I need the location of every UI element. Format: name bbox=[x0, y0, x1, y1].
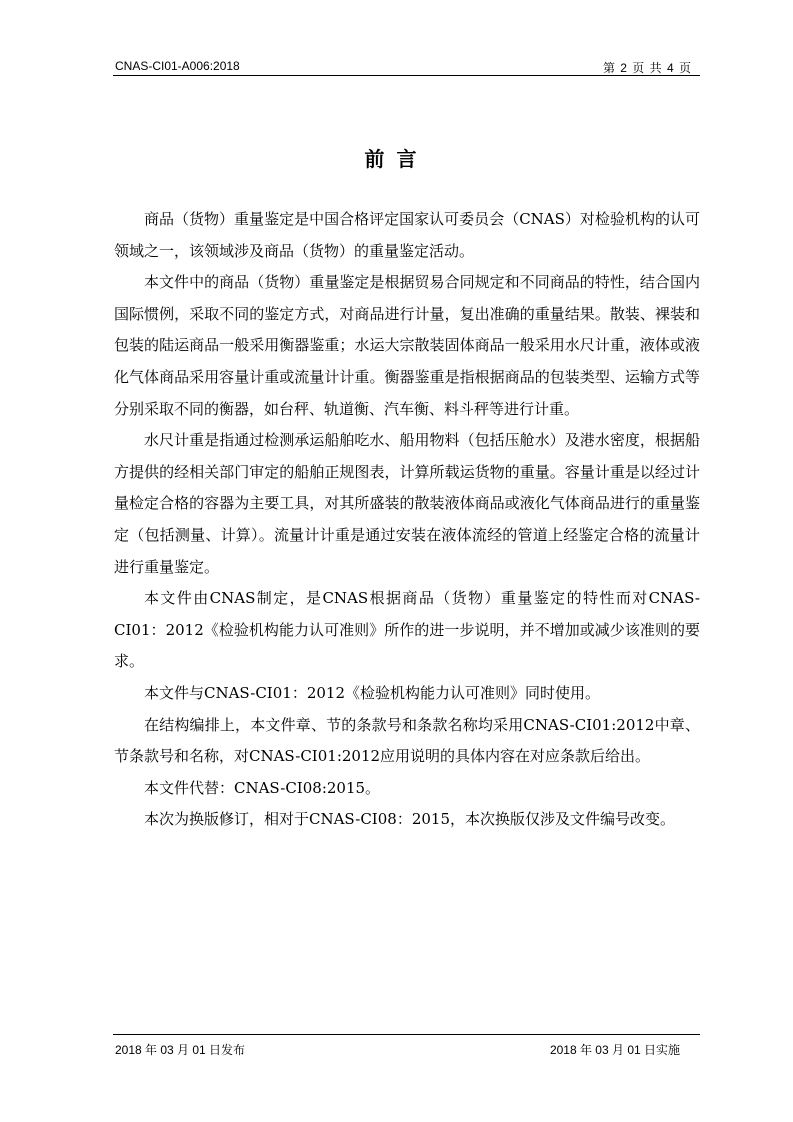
section-title: 前言 bbox=[364, 147, 429, 171]
page-number: 第 2 页 共 4 页 bbox=[602, 61, 692, 75]
paragraph: 本文件与CNAS-CI01：2012《检验机构能力认可准则》同时使用。 bbox=[144, 683, 600, 702]
publish-date: 2018 年 03 月 01 日发布 bbox=[115, 1043, 246, 1057]
paragraph: 本文件中的商品（货物）重量鉴定是根据贸易合同规定和不同商品的特性，结合国内国际惯例，采取不同的鉴定方式，对商品进行计量，复出准确的重量结果。散装、裸装和包装的陆运商品一般采用衡器鉴重；水运大宗散装固体商品一般采用水尺计重，液体或液化气体商品采用容量计重或流量计计重。衡器鉴重是指根据商品的包装类型、运输方式等分别采取不同的衡器，如台秤、轨道衡、汽车衡、料斗秤等进行计重。 bbox=[114, 273, 700, 418]
paragraph: 水尺计重是指通过检测承运船舶吃水、船用物料（包括压舱水）及港水密度，根据船方提供的经相关部门审定的船舶正规图表，计算所载运货物的重量。容量计重是以经过计量检定合格的容器为主要工具，对其所盛装的散装液体商品或液化气体商品进行的重量鉴定（包括测量、计算）。流量计计重是通过安装在液体流经的管道上经鉴定合格的流量计进行重量鉴定。 bbox=[114, 431, 700, 576]
paragraph: 本次为换版修订，相对于CNAS-CI08：2015，本次换版仅涉及文件编号改变。 bbox=[144, 810, 675, 829]
paragraph: 商品（货物）重量鉴定是中国合格评定国家认可委员会（CNAS）对检验机构的认可领域之一，该领域涉及商品（货物）的重量鉴定活动。 bbox=[114, 210, 700, 260]
paragraph: 本文件由CNAS制定，是CNAS根据商品（货物）重量鉴定的特性而对CNAS-CI01：2012《检验机构能力认可准则》所作的进一步说明，并不增加或减少该准则的要求。 bbox=[114, 589, 700, 671]
page-header bbox=[113, 57, 700, 76]
document-body bbox=[114, 204, 700, 836]
paragraph: 本文件代替：CNAS-CI08:2015。 bbox=[144, 778, 381, 797]
page-footer bbox=[113, 1034, 700, 1055]
document-code: CNAS-CI01-A006:2018 bbox=[115, 59, 240, 73]
effective-date: 2018 年 03 月 01 日实施 bbox=[549, 1043, 680, 1057]
paragraph: 在结构编排上，本文件章、节的条款号和条款名称均采用CNAS-CI01:2012中章、节条款号和名称，对CNAS-CI01:2012应用说明的具体内容在对应条款后给出。 bbox=[114, 715, 700, 766]
